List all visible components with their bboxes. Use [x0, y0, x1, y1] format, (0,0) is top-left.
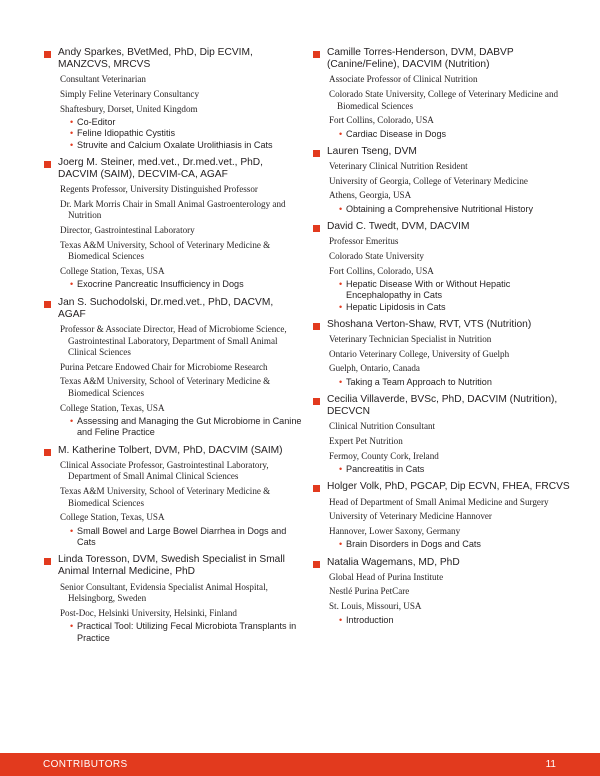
contributor-name-row [44, 445, 302, 457]
bullet-dot-icon: • [70, 139, 74, 150]
contributor-name: Jan S. Suchodolski, Dr.med.vet., PhD, DACVM, AGAF [58, 296, 274, 320]
contributor-affiliation: Shaftesbury, Dorset, United Kingdom [60, 103, 198, 114]
contributor-affiliation: Fermoy, County Cork, Ireland [329, 450, 439, 461]
contributor-entry [313, 47, 571, 140]
topic-title: Exocrine Pancreatic Insufficiency in Dogs [77, 279, 244, 290]
contributor-affiliation: University of Veterinary Medicine Hannover [329, 511, 492, 522]
topic-list [339, 464, 571, 475]
contributor-entry [313, 394, 571, 475]
topic-title: Co-Editor [77, 117, 116, 128]
topic-title: Brain Disorders in Dogs and Cats [346, 539, 481, 550]
bullet-dot-icon: • [70, 416, 74, 427]
topic-item [70, 621, 302, 643]
contributor-affiliation: Global Head of Purina Institute [329, 571, 444, 582]
contributor-name-row [313, 146, 571, 158]
contributor-name-row [313, 319, 571, 331]
contributor-entry [44, 554, 302, 644]
contributor-affiliation: Simply Feline Veterinary Consultancy [60, 89, 199, 99]
contributor-affiliation: Veterinary Clinical Nutrition Resident [329, 161, 468, 172]
contributor-affiliation: College Station, Texas, USA [60, 402, 165, 413]
contributor-entry [313, 319, 571, 388]
contributor-affiliation: Athens, Georgia, USA [329, 190, 412, 201]
bullet-dot-icon: • [70, 621, 74, 632]
topic-list [339, 279, 571, 313]
contributor-entry [313, 146, 571, 215]
contributor-affiliation: Colorado State University [329, 250, 424, 261]
contributor-affiliation: Senior Consultant, Evidensia Specialist Animal Hospital, Helsingborg, Sweden [60, 581, 268, 604]
bullet-square-icon [313, 323, 320, 330]
topic-title: Hepatic Disease With or Without Hepatic Encephalopathy in Cats [346, 279, 511, 301]
contributor-name: Camille Torres-Henderson, DVM, DABVP (Canine/Feline), DACVIM (Nutrition) [327, 47, 514, 71]
contributor-name: Cecilia Villaverde, BVSc, PhD, DACVIM (Nutrition), DECVCN [327, 393, 558, 418]
contributor-entry [313, 557, 571, 626]
contributor-name-row [313, 47, 571, 71]
contributor-affiliation: Colorado State University, College of Veterinary Medicine and Biomedical Sciences [329, 89, 559, 111]
bullet-square-icon [44, 558, 51, 565]
contributor-affiliation: Hannover, Lower Saxony, Germany [329, 525, 461, 536]
contributor-name: M. Katherine Tolbert, DVM, PhD, DACVIM (SAIM) [58, 444, 283, 456]
topic-item [70, 140, 302, 151]
contributor-affiliation: Guelph, Ontario, Canada [329, 363, 420, 374]
bullet-dot-icon: • [339, 279, 343, 290]
contributor-affiliation: College Station, Texas, USA [60, 265, 165, 276]
topic-item [70, 416, 302, 438]
topic-list [70, 279, 302, 290]
contributor-affiliation: Associate Professor of Clinical Nutrition [329, 74, 478, 85]
topic-title: Cardiac Disease in Dogs [346, 128, 447, 139]
bullet-dot-icon: • [339, 203, 343, 214]
topic-list [70, 416, 302, 438]
topic-list [70, 117, 302, 151]
bullet-dot-icon: • [339, 464, 343, 475]
contributor-name: Andy Sparkes, BVetMed, PhD, Dip ECVIM, MANZCVS, MRCVS [58, 47, 253, 71]
bullet-square-icon [44, 51, 51, 58]
topic-title: Obtaining a Comprehensive Nutritional History [346, 203, 534, 214]
topic-item [339, 129, 571, 140]
contributor-affiliation: Texas A&M University, School of Veterinary Medicine & Biomedical Sciences [60, 485, 271, 508]
contributor-name: Linda Toresson, DVM, Swedish Specialist in Small Animal Internal Medicine, PhD [58, 554, 285, 578]
contributor-entry [44, 445, 302, 549]
bullet-square-icon [44, 449, 51, 456]
contributor-name-row [44, 157, 302, 181]
contributor-entry [313, 221, 571, 313]
topic-item [339, 204, 571, 215]
topic-item [339, 464, 571, 475]
topic-title: Struvite and Calcium Oxalate Urolithiasis in Cats [77, 139, 273, 150]
contributor-name-row [313, 394, 571, 418]
topic-list [339, 377, 571, 388]
topic-list [339, 539, 571, 550]
contributor-affiliation: Clinical Associate Professor, Gastrointestinal Laboratory, Department of Small Animal Clinical Sciences [60, 459, 269, 482]
topic-title: Introduction [346, 614, 394, 625]
bullet-square-icon [44, 301, 51, 308]
topic-list [339, 204, 571, 215]
bullet-dot-icon: • [339, 539, 343, 550]
contributor-entry [313, 481, 571, 550]
bullet-square-icon [313, 150, 320, 157]
contributor-affiliation: Texas A&M University, School of Veterinary Medicine & Biomedical Sciences [60, 376, 271, 398]
contributor-name-row [44, 297, 302, 321]
contributor-affiliation: Expert Pet Nutrition [329, 435, 403, 446]
contributor-name-row [44, 554, 302, 578]
bullet-square-icon [44, 161, 51, 168]
topic-item [339, 377, 571, 388]
footer-section-label: CONTRIBUTORS [43, 759, 128, 770]
contributor-name-row [44, 47, 302, 71]
topic-title: Feline Idiopathic Cystitis [77, 128, 176, 139]
contributor-affiliation: Director, Gastrointestinal Laboratory [60, 224, 195, 235]
contributor-affiliation: Nestlé Purina PetCare [329, 586, 410, 597]
contributor-affiliation: Veterinary Technician Specialist in Nutrition [329, 333, 492, 344]
topic-list [70, 526, 302, 548]
bullet-square-icon [313, 485, 320, 492]
contributor-affiliation: Clinical Nutrition Consultant [329, 421, 436, 432]
bullet-dot-icon: • [339, 128, 343, 139]
contributor-affiliation: Consultant Veterinarian [60, 74, 146, 85]
contributor-affiliation: Purina Petcare Endowed Chair for Microbiome Research [60, 361, 268, 372]
contributor-name-row [313, 221, 571, 233]
topic-title: Hepatic Lipidosis in Cats [346, 301, 446, 312]
topic-item [70, 117, 302, 128]
contributor-name-row [313, 481, 571, 493]
topic-title: Pancreatitis in Cats [346, 464, 425, 475]
contributor-affiliation: Professor Emeritus [329, 236, 399, 247]
contributor-affiliation: Dr. Mark Morris Chair in Small Animal Gastroenterology and Nutrition [60, 198, 286, 221]
bullet-dot-icon: • [339, 614, 343, 625]
contributor-affiliation: Head of Department of Small Animal Medicine and Surgery [329, 496, 549, 507]
topic-list [70, 621, 302, 643]
footer-bar [0, 753, 600, 776]
contributor-entry [44, 157, 302, 291]
topic-title: Assessing and Managing the Gut Microbiome in Canine and Feline Practice [77, 416, 302, 438]
contributor-affiliation: Regents Professor, University Distinguished Professor [60, 184, 258, 195]
topic-list [339, 129, 571, 140]
right-column [313, 47, 571, 632]
bullet-dot-icon: • [70, 525, 74, 536]
topic-item [70, 279, 302, 290]
topic-title: Practical Tool: Utilizing Fecal Microbiota Transplants in Practice [77, 621, 297, 643]
contributor-name: Lauren Tseng, DVM [327, 145, 417, 157]
contributor-name-row [313, 557, 571, 569]
contributor-affiliation: University of Georgia, College of Veterinary Medicine [329, 175, 528, 186]
bullet-dot-icon: • [70, 117, 74, 128]
contributor-affiliation: College Station, Texas, USA [60, 512, 165, 523]
topic-list [339, 615, 571, 626]
bullet-dot-icon: • [339, 376, 343, 387]
contributor-affiliation: St. Louis, Missouri, USA [329, 600, 422, 611]
contributor-affiliation: Fort Collins, Colorado, USA [329, 115, 434, 126]
contributor-name: David C. Twedt, DVM, DACVIM [327, 221, 470, 233]
topic-item [339, 302, 571, 313]
contributor-name: Joerg M. Steiner, med.vet., Dr.med.vet., PhD, DACVIM (SAIM), DECVIM-CA, AGAF [58, 156, 263, 180]
bullet-square-icon [313, 561, 320, 568]
contributor-affiliation: Ontario Veterinary College, University of Guelph [329, 348, 510, 359]
bullet-square-icon [313, 225, 320, 232]
contributor-name: Natalia Wagemans, MD, PhD [327, 556, 460, 568]
contributor-affiliation: Texas A&M University, School of Veterinary Medicine & Biomedical Sciences [60, 239, 271, 262]
bullet-dot-icon: • [70, 279, 74, 290]
contributor-entry [44, 47, 302, 151]
topic-item [70, 128, 302, 139]
topic-item [339, 615, 571, 626]
bullet-dot-icon: • [70, 128, 74, 139]
contributor-affiliation: Fort Collins, Colorado, USA [329, 265, 434, 276]
bullet-dot-icon: • [339, 301, 343, 312]
page-number: 11 [545, 759, 556, 770]
contributor-name: Shoshana Verton-Shaw, RVT, VTS (Nutrition) [327, 318, 532, 330]
topic-item [339, 539, 571, 550]
left-column [44, 47, 302, 650]
contributor-affiliation: Post-Doc, Helsinki University, Helsinki, Finland [60, 607, 237, 618]
bullet-square-icon [313, 398, 320, 405]
contributor-name: Holger Volk, PhD, PGCAP, Dip ECVN, FHEA, FRCVS [327, 481, 570, 493]
topic-item [339, 279, 571, 301]
topic-title: Small Bowel and Large Bowel Diarrhea in Dogs and Cats [77, 525, 287, 547]
topic-title: Taking a Team Approach to Nutrition [346, 376, 492, 387]
contributor-entry [44, 297, 302, 439]
bullet-square-icon [313, 51, 320, 58]
topic-item [70, 526, 302, 548]
contributor-affiliation: Professor & Associate Director, Head of Microbiome Science, Gastrointestinal Laboratory, Department of Small Animal Clinical Sciences [60, 323, 287, 358]
